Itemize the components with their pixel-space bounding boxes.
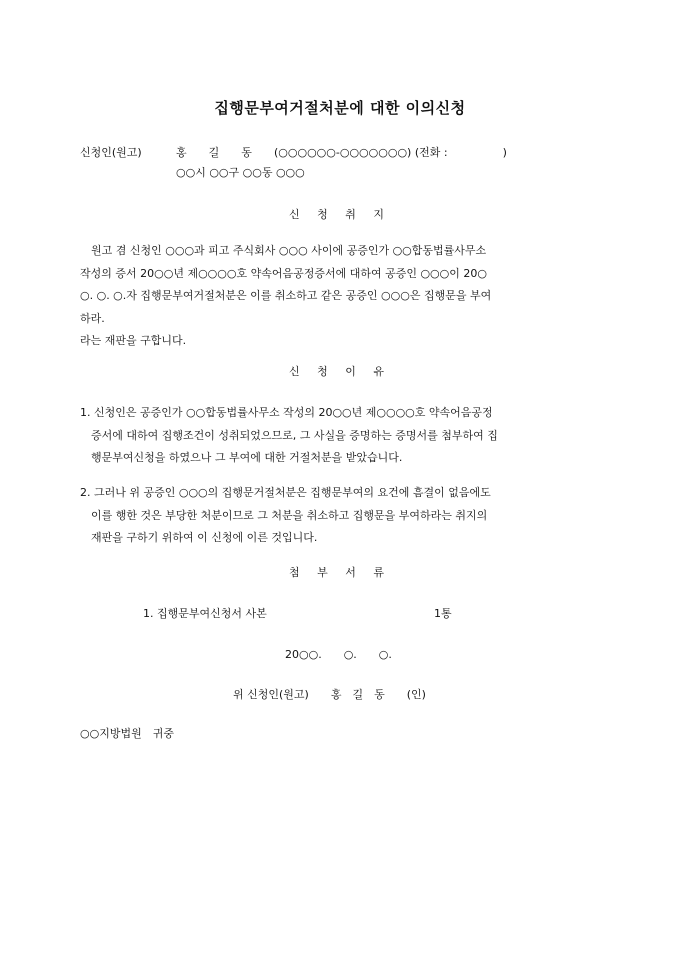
- purpose-paragraph: [80, 240, 608, 353]
- reason-line: 1. 신청인은 공증인가 ○○합동법률사무소 작성의 20○○년 제○○○○호 약속어음공정: [80, 406, 493, 419]
- attach-item: 1. 집행문부여신청서 사본: [143, 607, 267, 620]
- reason-item-1: [80, 402, 610, 470]
- purpose-line: ○. ○. ○.자 집행문부여거절처분은 이를 취소하고 같은 공증인 ○○○은 집행문을 부여: [80, 289, 492, 302]
- purpose-line: 원고 겸 신청인 ○○○과 피고 주식회사 ○○○ 사이에 공증인가 ○○합동법률사무소: [80, 244, 487, 257]
- reason-line: 행문부여신청을 하였으나 그 부여에 대한 거절처분을 받았습니다.: [91, 451, 403, 464]
- signature-line: 위 신청인(원고) 홍 길 동 (인): [233, 688, 426, 701]
- reason-line: 2. 그러나 위 공증인 ○○○의 집행문거절처분은 집행문부여의 요건에 흠결이 없음에도: [80, 486, 491, 499]
- applicant-id-phone: (○○○○○○-○○○○○○○) (전화 : ): [274, 146, 507, 159]
- applicant-address: ○○시 ○○구 ○○동 ○○○: [176, 166, 305, 179]
- reason-line: 이를 행한 것은 부당한 처분이므로 그 처분을 취소하고 집행문을 부여하라는 취지의: [91, 508, 488, 522]
- reason-heading: 신 청 이 유: [289, 365, 391, 378]
- attach-heading: 첨 부 서 류: [289, 566, 391, 579]
- applicant-name: 홍 길 동: [176, 146, 252, 159]
- reason-line: 재판을 구하기 위하여 이 신청에 이른 것입니다.: [91, 531, 318, 544]
- attach-count: 1통: [434, 607, 452, 620]
- document-date: 20○○. ○. ○.: [285, 648, 392, 661]
- reason-line: 증서에 대하여 집행조건이 성취되었으므로, 그 사실을 증명하는 증명서를 첨부하여 집: [91, 428, 498, 442]
- document-title: 집행문부여거절처분에 대한 이의신청: [214, 99, 466, 117]
- court-addressee: ○○지방법원 귀중: [80, 727, 174, 740]
- purpose-heading: 신 청 취 지: [289, 208, 391, 221]
- purpose-line: 라는 재판을 구합니다.: [80, 334, 187, 347]
- purpose-line: 작성의 증서 20○○년 제○○○○호 약속어음공정증서에 대하여 공증인 ○○○이 20○: [80, 266, 487, 280]
- purpose-line: 하라.: [80, 311, 105, 325]
- reason-item-2: [80, 482, 610, 550]
- applicant-label: 신청인(원고): [80, 146, 142, 159]
